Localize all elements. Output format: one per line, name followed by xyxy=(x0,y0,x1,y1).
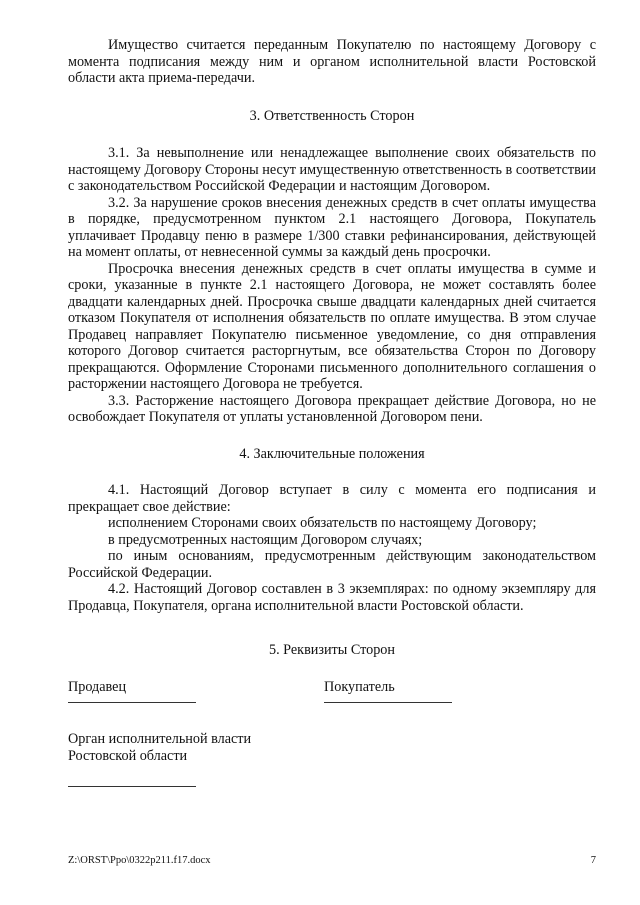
paragraph-3-2-delay: Просрочка внесения денежных средств в счет оплаты имущества в сумме и сроки, указанные в пункте 2.1 настоящего Договора, не может составлять более двадцати календарных дней. Просрочка свыше двадцати календарных дней считается отказом Покупателя от исполнения обязательств по оплате имущества. В этом случае Продавец направляет Покупателю письменное уведомление, со дня отправления которого Договор считается расторгнутым, все обязательства Сторон по Договору прекращаются. Оформление Сторонами письменного дополнительного соглашения о расторжении настоящего Договора не требуется. xyxy=(68,260,596,392)
seller-signature-line xyxy=(68,702,196,703)
paragraph-4-1-item-2: в предусмотренных настоящим Договором случаях; xyxy=(108,531,423,548)
section-4-title: 4. Заключительные положения xyxy=(239,445,425,462)
paragraph-3-1: 3.1. За невыполнение или ненадлежащее выполнение своих обязательств по настоящему Договору Стороны несут имущественную ответственность в соответствии с законодательством Российской Федерации и настоящим Договором. xyxy=(68,145,596,194)
buyer-label: Покупатель xyxy=(324,678,395,695)
seller-label: Продавец xyxy=(68,678,127,695)
signature-row xyxy=(68,679,596,704)
paragraph-3-3: 3.3. Расторжение настоящего Договора прекращает действие Договора, но не освобождает Покупателя от уплаты установленной Договором пени. xyxy=(68,392,596,425)
authority-signature-block xyxy=(68,731,596,787)
page-number: 7 xyxy=(590,855,596,866)
page-footer xyxy=(68,855,596,866)
document-body xyxy=(68,37,596,787)
paragraph-4-2: 4.2. Настоящий Договор составлен в 3 экземплярах: по одному экземпляру для Продавца, Покупателя, органа исполнительной власти Ростовской области. xyxy=(68,581,596,614)
authority-label-line-2: Ростовской области xyxy=(68,747,188,764)
authority-label-line-1: Орган исполнительной власти xyxy=(68,731,252,747)
section-3-title: 3. Ответственность Сторон xyxy=(249,107,415,124)
authority-signature-line xyxy=(68,786,196,787)
paragraph-3-2: 3.2. За нарушение сроков внесения денежных средств в счет оплаты имущества в порядке, предусмотренном пунктом 2.1 настоящего Договора, Покупатель уплачивает Продавцу пеню в размере 1/300 ставки рефинансирования, действующей на момент оплаты, от невнесенной суммы за каждый день просрочки. xyxy=(68,194,596,260)
intro-paragraph: Имущество считается переданным Покупателю по настоящему Договору с момента подписания между ним и органом исполнительной власти Ростовской области акта приема-передачи. xyxy=(68,37,596,86)
paragraph-4-1-item-1: исполнением Сторонами своих обязательств по настоящему Договору; xyxy=(108,515,537,531)
paragraph-4-1: 4.1. Настоящий Договор вступает в силу с момента его подписания и прекращает свое действие: xyxy=(68,482,596,515)
buyer-signature-block xyxy=(324,679,580,704)
section-5-title: 5. Реквизиты Сторон xyxy=(268,642,395,658)
paragraph-4-1-item-3: по иным основаниям, предусмотренным действующим законодательством Российской Федерации. xyxy=(68,548,596,581)
footer-file-path: Z:\ORST\Ppo\0322p211.f17.docx xyxy=(68,855,211,866)
buyer-signature-line xyxy=(324,702,452,703)
seller-signature-block xyxy=(68,679,324,704)
